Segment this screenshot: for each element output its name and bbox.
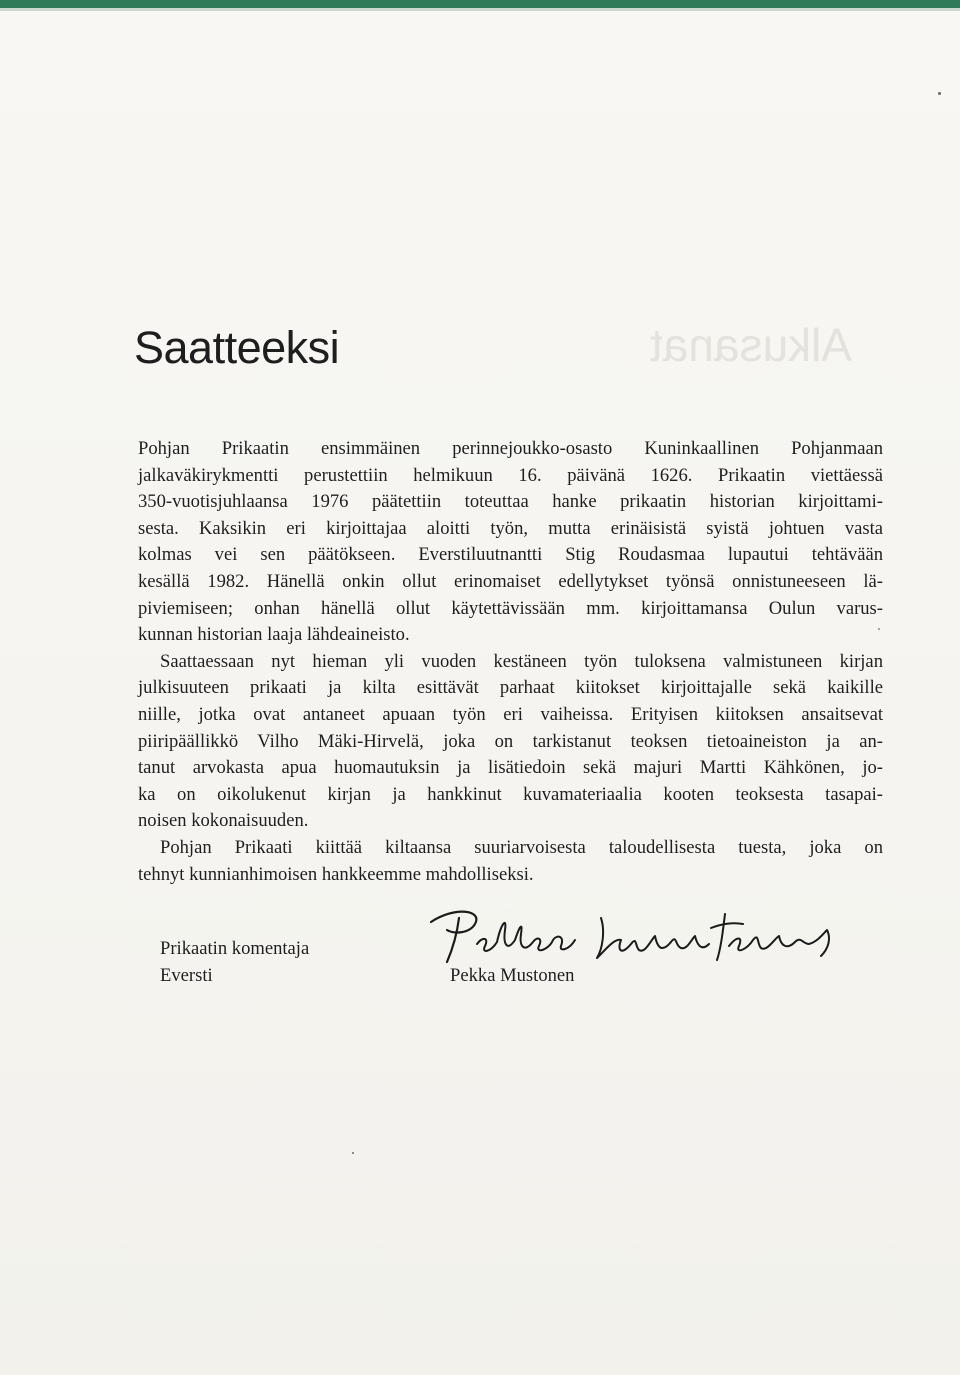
cover-edge-shadow <box>0 8 960 11</box>
text-line: piiripäällikkö Vilho Mäki-Hirvelä, joka on tarkistanut teoksen tietoaineiston ja an- <box>138 730 883 752</box>
paper-speck <box>878 628 880 630</box>
text-line: tanut arvokasta apua huomautuksin ja lisätiedoin sekä majuri Martti Kähkönen, jo- <box>138 757 883 779</box>
text-line: 350-vuotisjuhlaansa 1976 päätettiin toteuttaa hanke prikaatin historian kirjoittami- <box>138 491 883 513</box>
paragraph-2 <box>138 649 883 835</box>
cover-edge <box>0 0 960 8</box>
paper-speck <box>352 1152 354 1154</box>
text-line: kunnan historian laaja lähdeaineisto. <box>138 624 410 646</box>
show-through-text: Alkusanat <box>650 319 853 371</box>
text-line: noisen kokonaisuuden. <box>138 810 309 832</box>
paragraph-1 <box>138 436 883 649</box>
text-line: Pohjan Prikaati kiittää kiltaansa suuriarvoisesta taloudellisesta tuesta, joka on <box>160 836 883 858</box>
text-line: niille, jotka ovat antaneet apuaan työn eri vaiheissa. Erityisen kiitoksen ansaitsevat <box>138 703 883 725</box>
text-line: piviemiseen; onhan hänellä ollut käytettävissään mm. kirjoittamansa Oulun varus- <box>138 597 883 619</box>
paper-speck <box>938 92 941 95</box>
text-line: kesällä 1982. Hänellä onkin ollut erinomaiset edellytykset työnsä onnistuneeseen lä- <box>138 570 883 592</box>
page-title: Saatteeksi <box>134 322 340 373</box>
signoff-right <box>450 962 574 989</box>
signoff-role: Prikaatin komentaja <box>160 938 310 959</box>
paragraph-3 <box>138 835 883 888</box>
text-line: kolmas vei sen päätökseen. Everstiluutnantti Stig Roudasmaa lupautui tehtävään <box>138 544 883 566</box>
text-line: Pohjan Prikaatin ensimmäinen perinnejoukko-osasto Kuninkaallinen Pohjanmaan <box>138 438 883 459</box>
body-text <box>138 436 883 888</box>
text-line: tehnyt kunnianhimoisen hankkeemme mahdolliseksi. <box>138 863 534 885</box>
text-line: julkisuuteen prikaati ja kilta esittävät parhaat kiitokset kirjoittajalle sekä kaikille <box>138 677 883 699</box>
signoff-rank: Eversti <box>160 965 213 986</box>
signoff-left <box>160 935 309 989</box>
text-line: ka on oikolukenut kirjan ja hankkinut kuvamateriaalia kooten teoksesta tasapai- <box>138 783 883 805</box>
text-line: sesta. Kaksikin eri kirjoittajaa aloitti työn, mutta erinäisistä syistä johtuen vasta <box>138 517 883 539</box>
handwritten-signature <box>425 900 845 970</box>
text-line: Saattaessaan nyt hieman yli vuoden kestäneen työn tuloksena valmistuneen kirjan <box>160 650 883 672</box>
text-line: jalkaväkirykmentti perustettiin helmikuun 16. päivänä 1626. Prikaatin viettäessä <box>138 464 883 486</box>
signoff-name: Pekka Mustonen <box>450 965 575 986</box>
